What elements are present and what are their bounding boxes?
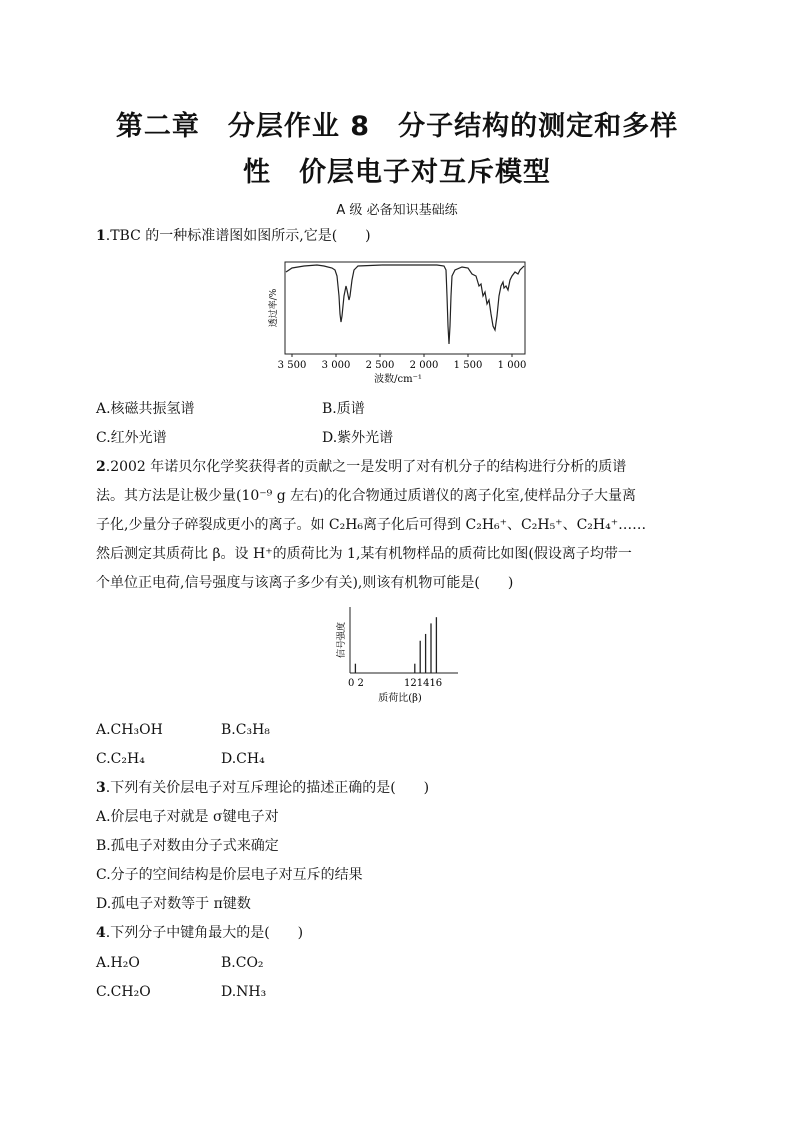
ir-x-tick-label: 2 500 — [365, 360, 395, 371]
ir-spectrum-line — [286, 265, 524, 344]
ir-x-axis-label: 波数/cm⁻¹ — [374, 374, 422, 385]
question-4 — [96, 924, 303, 942]
q1-option-c[interactable]: C.红外光谱 — [96, 430, 167, 446]
page-title-line-2: 性 价层电子对互斥模型 — [243, 157, 551, 188]
question-number: 3 — [96, 780, 106, 796]
ms-x-axis-label: 质荷比(β) — [378, 693, 422, 704]
ir-spectrum-chart — [262, 256, 542, 386]
q4-option-d[interactable]: D.NH₃ — [221, 984, 267, 1000]
question-number: 2 — [96, 459, 106, 475]
ms-x-tick-label-right: 121416 — [404, 678, 443, 689]
q3-option-b[interactable]: B.孤电子对数由分子式来确定 — [96, 838, 279, 854]
q2-option-a[interactable]: A.CH₃OH — [96, 722, 163, 738]
ms-x-tick-label-left: 0 2 — [348, 678, 364, 689]
ir-x-tick-label: 2 000 — [409, 360, 439, 371]
question-2-line-2: 法。其方法是让极少量(10⁻⁹ g 左右)的化合物通过质谱仪的离子化室,使样品分子大量离 — [96, 488, 637, 504]
q2-option-b[interactable]: B.C₃H₈ — [221, 722, 270, 738]
question-number: 1 — [96, 228, 106, 244]
level-heading: A 级 必备知识基础练 — [336, 203, 458, 218]
question-number: 4 — [96, 925, 106, 941]
q4-option-c[interactable]: C.CH₂O — [96, 984, 151, 1000]
q2-option-d[interactable]: D.CH₄ — [221, 751, 265, 767]
question-2-line-4: 然后测定其质荷比 β。设 H⁺的质荷比为 1,某有机物样品的质荷比如图(假设离子均带一 — [96, 546, 632, 562]
ir-x-tick-label: 3 500 — [277, 360, 307, 371]
q1-option-a[interactable]: A.核磁共振氢谱 — [96, 401, 195, 417]
q3-option-a[interactable]: A.价层电子对就是 σ键电子对 — [96, 809, 279, 825]
q3-option-d[interactable]: D.孤电子对数等于 π键数 — [96, 896, 251, 912]
ms-bars — [355, 617, 436, 673]
ir-x-tick-label: 1 000 — [497, 360, 527, 371]
q4-option-a[interactable]: A.H₂O — [96, 955, 140, 971]
question-text: .2002 年诺贝尔化学奖获得者的贡献之一是发明了对有机分子的结构进行分析的质谱 — [105, 459, 627, 475]
q1-option-d[interactable]: D.紫外光谱 — [322, 430, 394, 446]
mass-spectrum-chart — [330, 603, 470, 708]
q3-option-c[interactable]: C.分子的空间结构是价层电子对互斥的结果 — [96, 867, 363, 883]
question-text: .下列分子中键角最大的是( ) — [105, 925, 304, 941]
q4-option-b[interactable]: B.CO₂ — [221, 955, 264, 971]
ir-y-axis-label: 透过率/% — [269, 288, 279, 328]
question-text: .TBC 的一种标准谱图如图所示,它是( ) — [105, 228, 371, 244]
question-3 — [96, 779, 429, 797]
ir-plot-frame — [285, 262, 525, 354]
question-1 — [96, 227, 371, 245]
question-2-line-5: 个单位正电荷,信号强度与该离子多少有关),则该有机物可能是( ) — [96, 575, 514, 591]
q1-option-b[interactable]: B.质谱 — [322, 401, 365, 417]
question-text: .下列有关价层电子对互斥理论的描述正确的是( ) — [105, 780, 430, 796]
question-2-line-1 — [96, 458, 626, 476]
page-title-line-1: 第二章 分层作业 8 分子结构的测定和多样 — [115, 111, 679, 142]
ir-x-tick-label: 3 000 — [321, 360, 351, 371]
ir-x-tick-label: 1 500 — [453, 360, 483, 371]
q2-option-c[interactable]: C.C₂H₄ — [96, 751, 145, 767]
ms-y-axis-label: 信号强度 — [337, 621, 347, 659]
question-2-line-3: 子化,少量分子碎裂成更小的离子。如 C₂H₆离子化后可得到 C₂H₆⁺、C₂H₅⁺、C₂H₄⁺…… — [96, 517, 647, 533]
